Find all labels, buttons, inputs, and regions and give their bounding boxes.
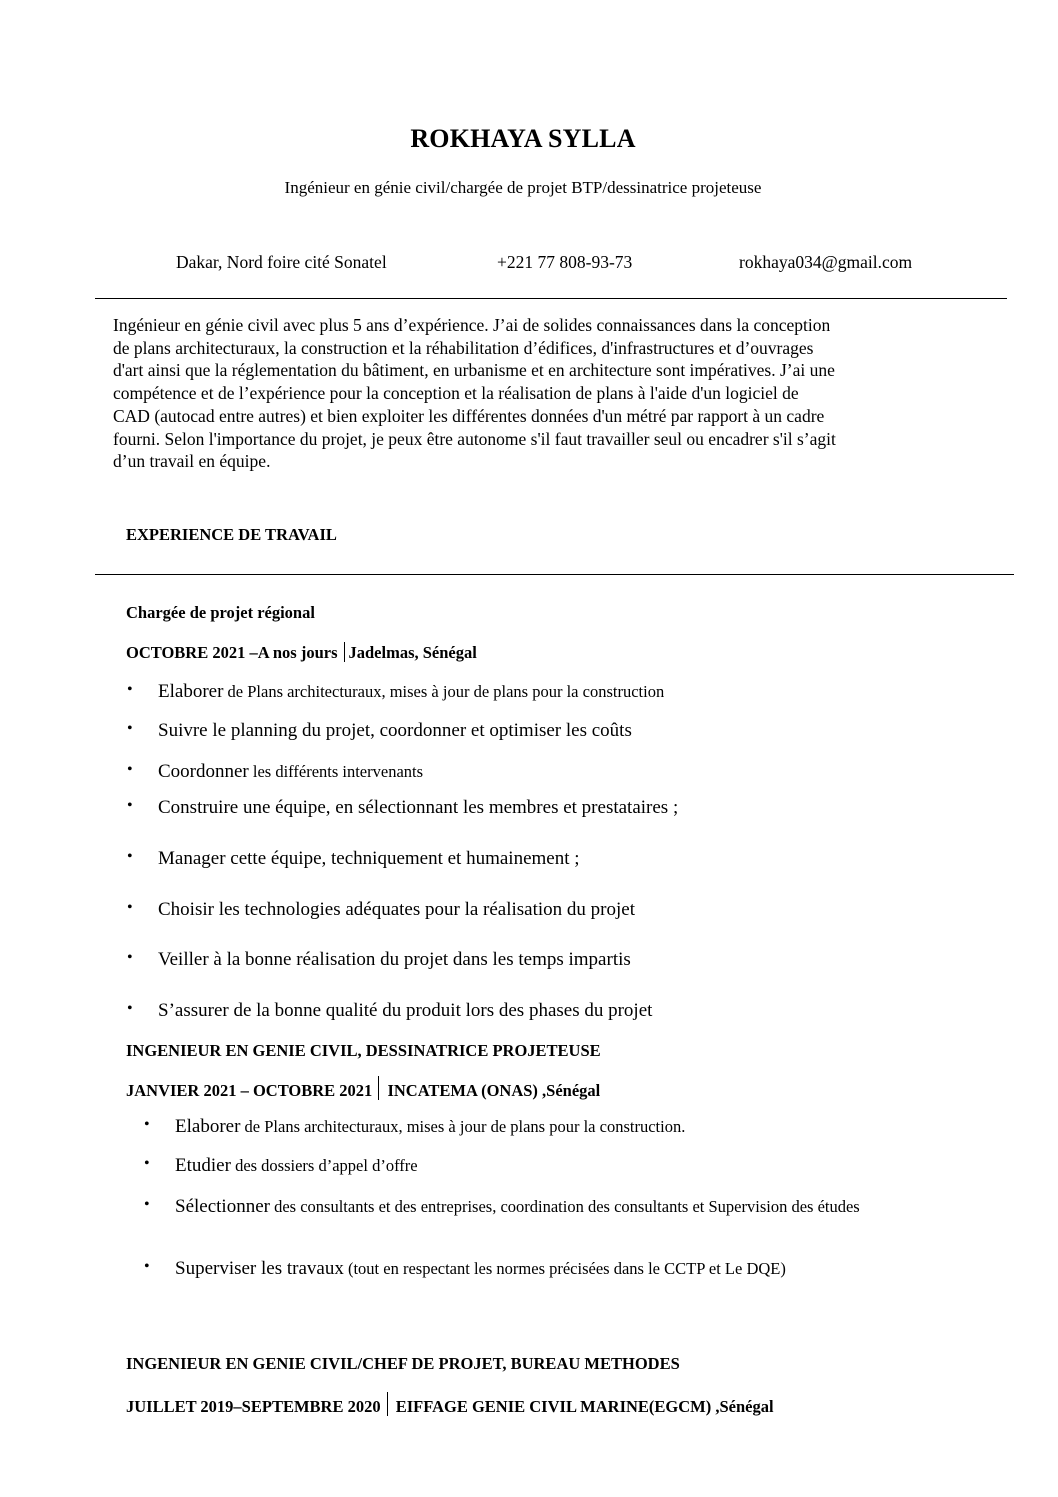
- job-title: INGENIEUR EN GENIE CIVIL/CHEF DE PROJET, BUREAU METHODES: [126, 1354, 680, 1373]
- summary-line: d'art ainsi que la réglementation du bâtiment, en urbanisme et en architecture sont impératives. J’ai une: [113, 360, 835, 381]
- bullet-verb: Manager cette équipe, techniquement et humainement ;: [158, 848, 580, 869]
- job-dates: OCTOBRE 2021 –A nos jours: [126, 643, 338, 662]
- profile-summary: [113, 314, 933, 473]
- summary-line: de plans architecturaux, la construction et la réhabilitation d’édifices, d'infrastructures et d’ouvrages: [113, 337, 814, 358]
- bullet-verb: Suivre le planning du projet, coordonner et optimiser les coûts: [158, 720, 632, 741]
- bullet-icon: •: [127, 720, 133, 737]
- bullet-icon: •: [127, 681, 133, 698]
- bullet-icon: •: [144, 1116, 150, 1133]
- job-dates-line: [126, 642, 477, 663]
- bullet-verb: Choisir les technologies adéquates pour la réalisation du projet: [158, 899, 635, 920]
- section-title-experience: EXPERIENCE DE TRAVAIL: [126, 525, 337, 544]
- bullet-verb: Veiller à la bonne réalisation du projet dans les temps impartis: [158, 949, 631, 970]
- job-company: INCATEMA (ONAS) ,Sénégal: [387, 1081, 601, 1100]
- separator-bar: [387, 1392, 388, 1416]
- bullet-verb: Etudier: [175, 1155, 231, 1176]
- job-company: EIFFAGE GENIE CIVIL MARINE(EGCM) ,Sénégal: [395, 1397, 774, 1416]
- bullet-verb: S’assurer de la bonne qualité du produit lors des phases du projet: [158, 1000, 653, 1021]
- bullet-verb: Coordonner: [158, 761, 249, 782]
- bullet-text: (tout en respectant les normes précisées dans le CCTP et Le DQE): [343, 1259, 786, 1278]
- bullet-verb: Construire une équipe, en sélectionnant les membres et prestataires ;: [158, 797, 679, 818]
- section-divider: [95, 574, 1014, 575]
- bullet-icon: •: [127, 1000, 133, 1017]
- bullet-text: les différents intervenants: [248, 762, 424, 781]
- bullet-text: de Plans architecturaux, mises à jour de plans pour la construction.: [240, 1117, 686, 1136]
- job-title: Chargée de projet régional: [126, 603, 315, 622]
- summary-line: fourni. Selon l'importance du projet, je peux être autonome s'il faut travailler seul ou encadrer s'il s’agit: [113, 428, 836, 449]
- contact-address: Dakar, Nord foire cité Sonatel: [176, 252, 387, 272]
- job-title: INGENIEUR EN GENIE CIVIL, DESSINATRICE PROJETEUSE: [126, 1041, 601, 1060]
- bullet-verb: Elaborer: [158, 681, 224, 702]
- bullet-icon: •: [144, 1258, 150, 1275]
- header-divider: [95, 298, 1007, 299]
- separator-bar: [378, 1076, 379, 1100]
- bullet-icon: •: [127, 949, 133, 966]
- separator-bar: [344, 642, 345, 662]
- bullet-icon: •: [144, 1155, 150, 1172]
- candidate-name: ROKHAYA SYLLA: [410, 124, 636, 153]
- summary-line: Ingénieur en génie civil avec plus 5 ans d’expérience. J’ai de solides connaissances dans la conception: [113, 315, 831, 335]
- job-dates-line: [126, 1392, 774, 1417]
- bullet-text: de Plans architecturaux, mises à jour de plans pour la construction: [223, 682, 665, 701]
- bullet-icon: •: [127, 848, 133, 865]
- bullet-text: des dossiers d’appel d’offre: [230, 1156, 418, 1175]
- bullet-text: des consultants et des entreprises, coordination des consultants et Supervision des études: [269, 1197, 860, 1216]
- candidate-subtitle: Ingénieur en génie civil/chargée de projet BTP/dessinatrice projeteuse: [284, 178, 762, 197]
- contact-email[interactable]: rokhaya034@gmail.com: [739, 252, 913, 272]
- bullet-verb: Sélectionner: [175, 1196, 270, 1217]
- job-company: Jadelmas, Sénégal: [348, 643, 477, 662]
- contact-phone: +221 77 808-93-73: [497, 252, 633, 272]
- bullet-icon: •: [127, 899, 133, 916]
- bullet-icon: •: [144, 1196, 150, 1213]
- job-dates-line: [126, 1076, 600, 1101]
- summary-line: d’un travail en équipe.: [113, 451, 271, 472]
- bullet-icon: •: [127, 797, 133, 814]
- summary-line: CAD (autocad entre autres) et bien exploiter les différentes données d'un métré par rapport à un cadre: [113, 405, 825, 426]
- bullet-verb: Superviser les travaux: [175, 1258, 344, 1279]
- bullet-icon: •: [127, 761, 133, 778]
- job-dates: JUILLET 2019–SEPTEMBRE 2020: [126, 1397, 381, 1416]
- bullet-verb: Elaborer: [175, 1116, 241, 1137]
- job-dates: JANVIER 2021 – OCTOBRE 2021: [126, 1081, 373, 1100]
- summary-line: compétence et de l’expérience pour la conception et la réalisation de plans à l'aide d'un logiciel de: [113, 383, 799, 404]
